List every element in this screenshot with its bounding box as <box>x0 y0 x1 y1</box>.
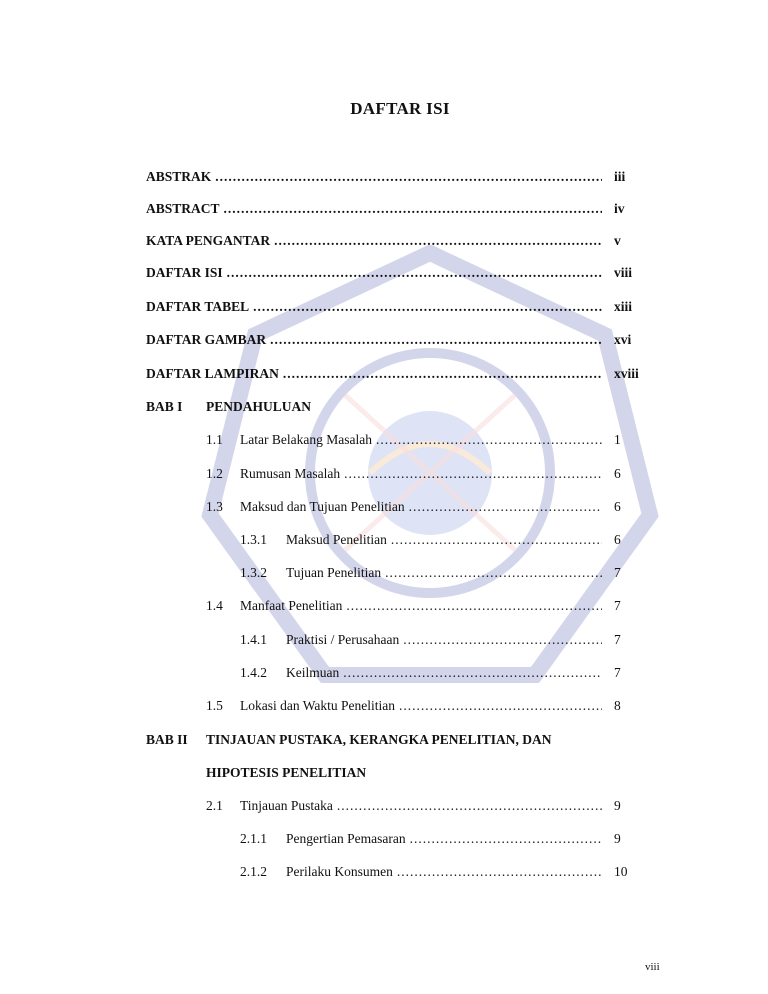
toc-entry-page: iv <box>614 201 625 216</box>
toc-leader-dots <box>283 366 602 382</box>
toc-entry-page: 9 <box>614 798 621 813</box>
toc-entry-page: 7 <box>614 665 621 680</box>
toc-entry-label: ABSTRACT <box>146 201 220 216</box>
toc-entry-number: 2.1 <box>206 798 223 813</box>
toc-entry-page: 6 <box>614 466 621 481</box>
toc-entry-page: viii <box>614 265 633 280</box>
chapter-title-line-1: TINJAUAN PUSTAKA, KERANGKA PENELITIAN, DAN <box>206 732 552 747</box>
page-number: viii <box>645 961 660 973</box>
page-title: DAFTAR ISI <box>350 99 450 118</box>
toc-leader-dots <box>391 532 602 548</box>
toc-entry-abstrak[interactable] <box>146 169 668 189</box>
toc-entry-label: Maksud Penelitian <box>286 532 387 547</box>
toc-entry-label: Lokasi dan Waktu Penelitian <box>240 698 396 713</box>
toc-entry-daftar-isi[interactable] <box>146 265 668 285</box>
toc-entry-page: 7 <box>614 632 621 647</box>
toc-entry-number: 1.5 <box>206 698 223 713</box>
toc-entry-1-3[interactable] <box>206 499 668 519</box>
toc-entry-page: 1 <box>614 432 621 447</box>
toc-entry-label: Praktisi / Perusahaan <box>286 632 400 647</box>
toc-entry-label: KATA PENGANTAR <box>146 233 271 248</box>
toc-leader-dots <box>409 499 602 515</box>
toc-entry-2-1[interactable] <box>206 798 668 818</box>
toc-entry-kata-pengantar[interactable] <box>146 233 668 253</box>
chapter-number: BAB II <box>146 732 188 747</box>
toc-leader-dots <box>410 831 602 847</box>
toc-entry-page: 7 <box>614 598 621 613</box>
toc-entry-daftar-tabel[interactable] <box>146 299 668 319</box>
toc-entry-label: Latar Belakang Masalah <box>240 432 372 447</box>
toc-entry-page: xviii <box>614 366 639 381</box>
toc-entry-label: Perilaku Konsumen <box>286 864 393 879</box>
toc-entry-daftar-lampiran[interactable] <box>146 366 668 386</box>
toc-entry-1-5[interactable] <box>206 698 668 718</box>
toc-entry-page: xvi <box>614 332 632 347</box>
toc-entry-1-4[interactable] <box>206 598 668 618</box>
toc-leader-dots <box>227 265 602 281</box>
toc-entry-page: 8 <box>614 698 621 713</box>
toc-entry-1-3-1[interactable] <box>240 532 668 552</box>
toc-entry-page: 6 <box>614 532 621 547</box>
toc-leader-dots <box>274 233 602 249</box>
toc-entry-daftar-gambar[interactable] <box>146 332 668 352</box>
toc-leader-dots <box>385 565 602 581</box>
toc-leader-dots <box>397 864 602 880</box>
toc-leader-dots <box>215 169 602 185</box>
toc-entry-number: 1.2 <box>206 466 223 481</box>
toc-entry-number: 1.4 <box>206 598 223 613</box>
toc-entry-2-1-2[interactable] <box>240 864 668 884</box>
toc-entry-label: ABSTRAK <box>146 169 212 184</box>
toc-entry-2-1-1[interactable] <box>240 831 668 851</box>
toc-entry-page: 9 <box>614 831 621 846</box>
toc-entry-label: Maksud dan Tujuan Penelitian <box>240 499 405 514</box>
toc-entry-label: Tujuan Penelitian <box>286 565 382 580</box>
toc-entry-1-4-1[interactable] <box>240 632 668 652</box>
toc-entry-page: 10 <box>614 864 628 879</box>
chapter-number: BAB I <box>146 399 183 414</box>
toc-entry-label: Rumusan Masalah <box>240 466 341 481</box>
toc-leader-dots <box>270 332 602 348</box>
toc-entry-label: DAFTAR GAMBAR <box>146 332 267 347</box>
toc-entry-number: 2.1.2 <box>240 864 267 879</box>
toc-entry-page: v <box>614 233 621 248</box>
toc-leader-dots <box>376 432 602 448</box>
toc-leader-dots <box>253 299 602 315</box>
toc-entry-number: 1.1 <box>206 432 223 447</box>
toc-leader-dots <box>224 201 602 217</box>
toc-entry-abstract[interactable] <box>146 201 668 221</box>
toc-entry-label: Manfaat Penelitian <box>240 598 343 613</box>
toc-leader-dots <box>337 798 602 814</box>
toc-entry-number: 2.1.1 <box>240 831 267 846</box>
toc-entry-page: iii <box>614 169 626 184</box>
toc-entry-1-1[interactable] <box>206 432 668 452</box>
chapter-title-line-2: HIPOTESIS PENELITIAN <box>206 765 367 780</box>
toc-leader-dots <box>399 698 602 714</box>
toc-entry-page: 6 <box>614 499 621 514</box>
toc-entry-label: DAFTAR TABEL <box>146 299 250 314</box>
toc-entry-page: 7 <box>614 565 621 580</box>
chapter-title: PENDAHULUAN <box>206 399 312 414</box>
toc-entry-1-2[interactable] <box>206 466 668 486</box>
toc-entry-number: 1.4.1 <box>240 632 267 647</box>
toc-entry-number: 1.4.2 <box>240 665 267 680</box>
toc-entry-label: DAFTAR ISI <box>146 265 223 280</box>
toc-entry-number: 1.3.2 <box>240 565 267 580</box>
toc-entry-1-3-2[interactable] <box>240 565 668 585</box>
toc-entry-1-4-2[interactable] <box>240 665 668 685</box>
toc-leader-dots <box>344 466 602 482</box>
toc-leader-dots <box>343 665 602 681</box>
toc-entry-label: Tinjauan Pustaka <box>240 798 333 813</box>
toc-entry-number: 1.3.1 <box>240 532 267 547</box>
toc-leader-dots <box>403 632 602 648</box>
toc-leader-dots <box>346 598 602 614</box>
toc-entry-label: DAFTAR LAMPIRAN <box>146 366 279 381</box>
toc-entry-label: Keilmuan <box>286 665 340 680</box>
toc-entry-number: 1.3 <box>206 499 223 514</box>
toc-entry-page: xiii <box>614 299 633 314</box>
toc-entry-label: Pengertian Pemasaran <box>286 831 406 846</box>
